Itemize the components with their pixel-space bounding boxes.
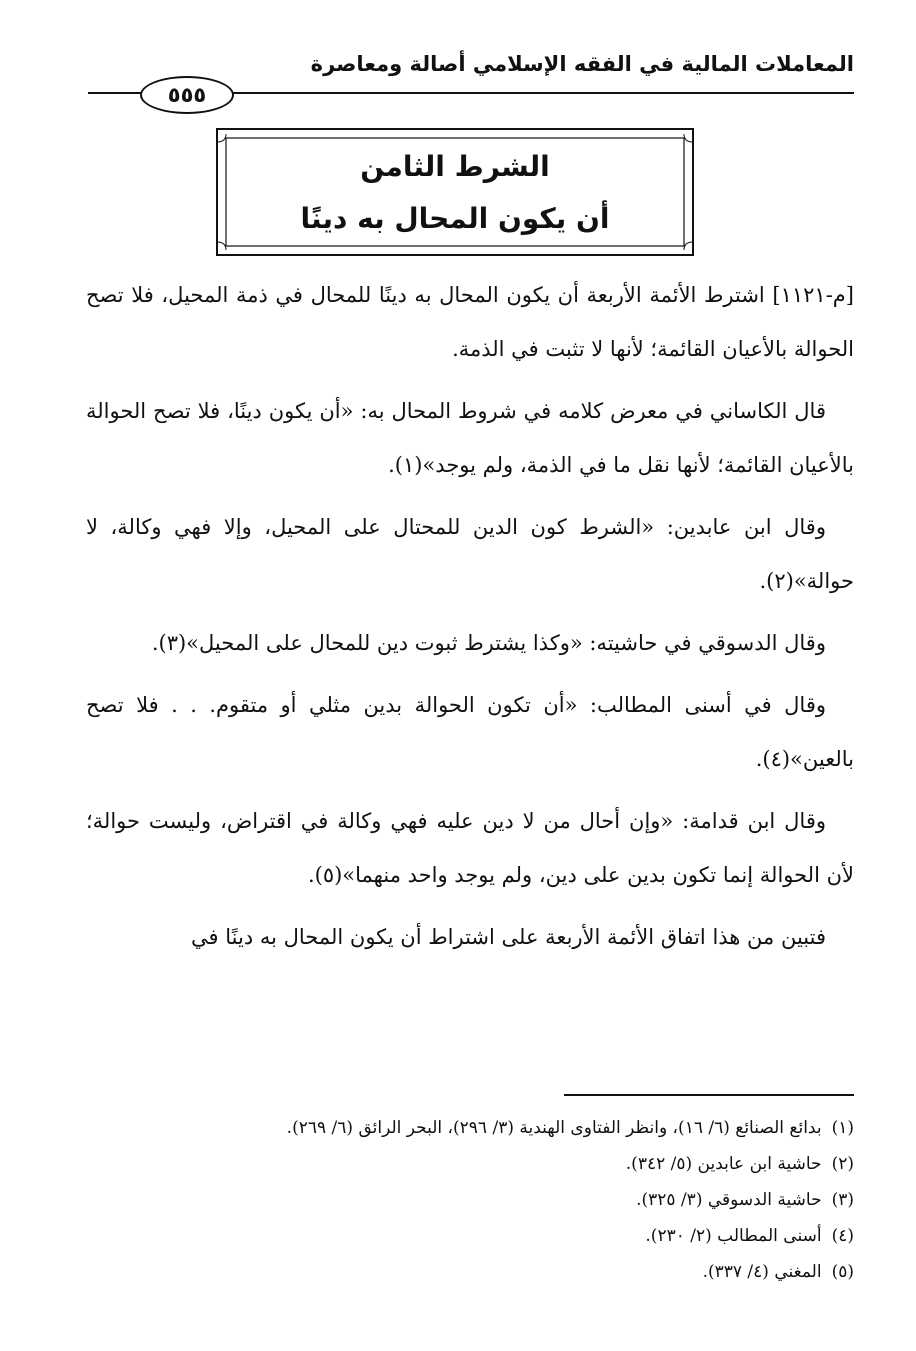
section-title-frame	[216, 128, 694, 256]
footnote-item	[86, 1110, 854, 1146]
footnote-text: بدائع الصنائع (٦/ ١٦)، وانظر الفتاوى الهندية (٣/ ٢٩٦)، البحر الرائق (٦/ ٢٦٩).	[286, 1118, 822, 1138]
footnote-text: المغني (٤/ ٣٣٧).	[702, 1262, 822, 1282]
paragraph: وقال ابن قدامة: «وإن أحال من لا دين عليه فهي وكالة في اقتراض، وليست حوالة؛ لأن الحوالة إنما تكون بدين على دين، ولم يوجد واحد منهما»(٥).	[86, 809, 854, 887]
section-subtitle: أن يكون المحال به دينًا	[300, 202, 610, 235]
running-header-title: المعاملات المالية في الفقه الإسلامي أصالة ومعاصرة	[310, 52, 854, 76]
footnote-text: أسنى المطالب (٢/ ٢٣٠).	[645, 1226, 822, 1246]
footnote-item	[86, 1146, 854, 1182]
footnote-text: حاشية الدسوقي (٣/ ٣٢٥).	[636, 1190, 822, 1210]
footnote-number: (٢)	[831, 1154, 854, 1174]
footnote-item	[86, 1218, 854, 1254]
paragraph: فتبين من هذا اتفاق الأئمة الأربعة على اشتراط أن يكون المحال به دينًا في	[191, 925, 826, 949]
footnotes	[86, 1110, 854, 1290]
footnote-number: (٣)	[831, 1190, 854, 1210]
page-number: ٥٥٥	[140, 76, 234, 114]
decorative-frame-icon	[216, 128, 694, 256]
footnote-number: (١)	[831, 1118, 854, 1138]
section-title: الشرط الثامن	[360, 150, 550, 183]
footnote-item	[86, 1182, 854, 1218]
paragraph: قال الكاساني في معرض كلامه في شروط المحال به: «أن يكون دينًا، فلا تصح الحوالة بالأعيان القائمة؛ لأنها نقل ما في الذمة، ولم يوجد»(١).	[86, 399, 854, 477]
paragraph: وقال في أسنى المطالب: «أن تكون الحوالة بدين مثلي أو متقوم. . . فلا تصح بالعين»(٤).	[86, 693, 854, 771]
footnote-number: (٤)	[831, 1226, 854, 1246]
paragraph: وقال ابن عابدين: «الشرط كون الدين للمحتال على المحيل، وإلا فهي وكالة، لا حوالة»(٢).	[86, 515, 854, 593]
paragraph: [م-١١٢١] اشترط الأئمة الأربعة أن يكون المحال به دينًا للمحال في ذمة المحيل، فلا تصح الحوالة بالأعيان القائمة؛ لأنها لا تثبت في الذمة.	[86, 283, 854, 361]
footnote-text: حاشية ابن عابدين (٥/ ٣٤٢).	[625, 1154, 822, 1174]
paragraph: وقال الدسوقي في حاشيته: «وكذا يشترط ثبوت دين للمحال على المحيل»(٣).	[151, 631, 826, 655]
body-text	[86, 268, 854, 972]
footnote-item	[86, 1254, 854, 1290]
footnote-rule	[564, 1094, 854, 1096]
footnote-number: (٥)	[831, 1262, 854, 1282]
